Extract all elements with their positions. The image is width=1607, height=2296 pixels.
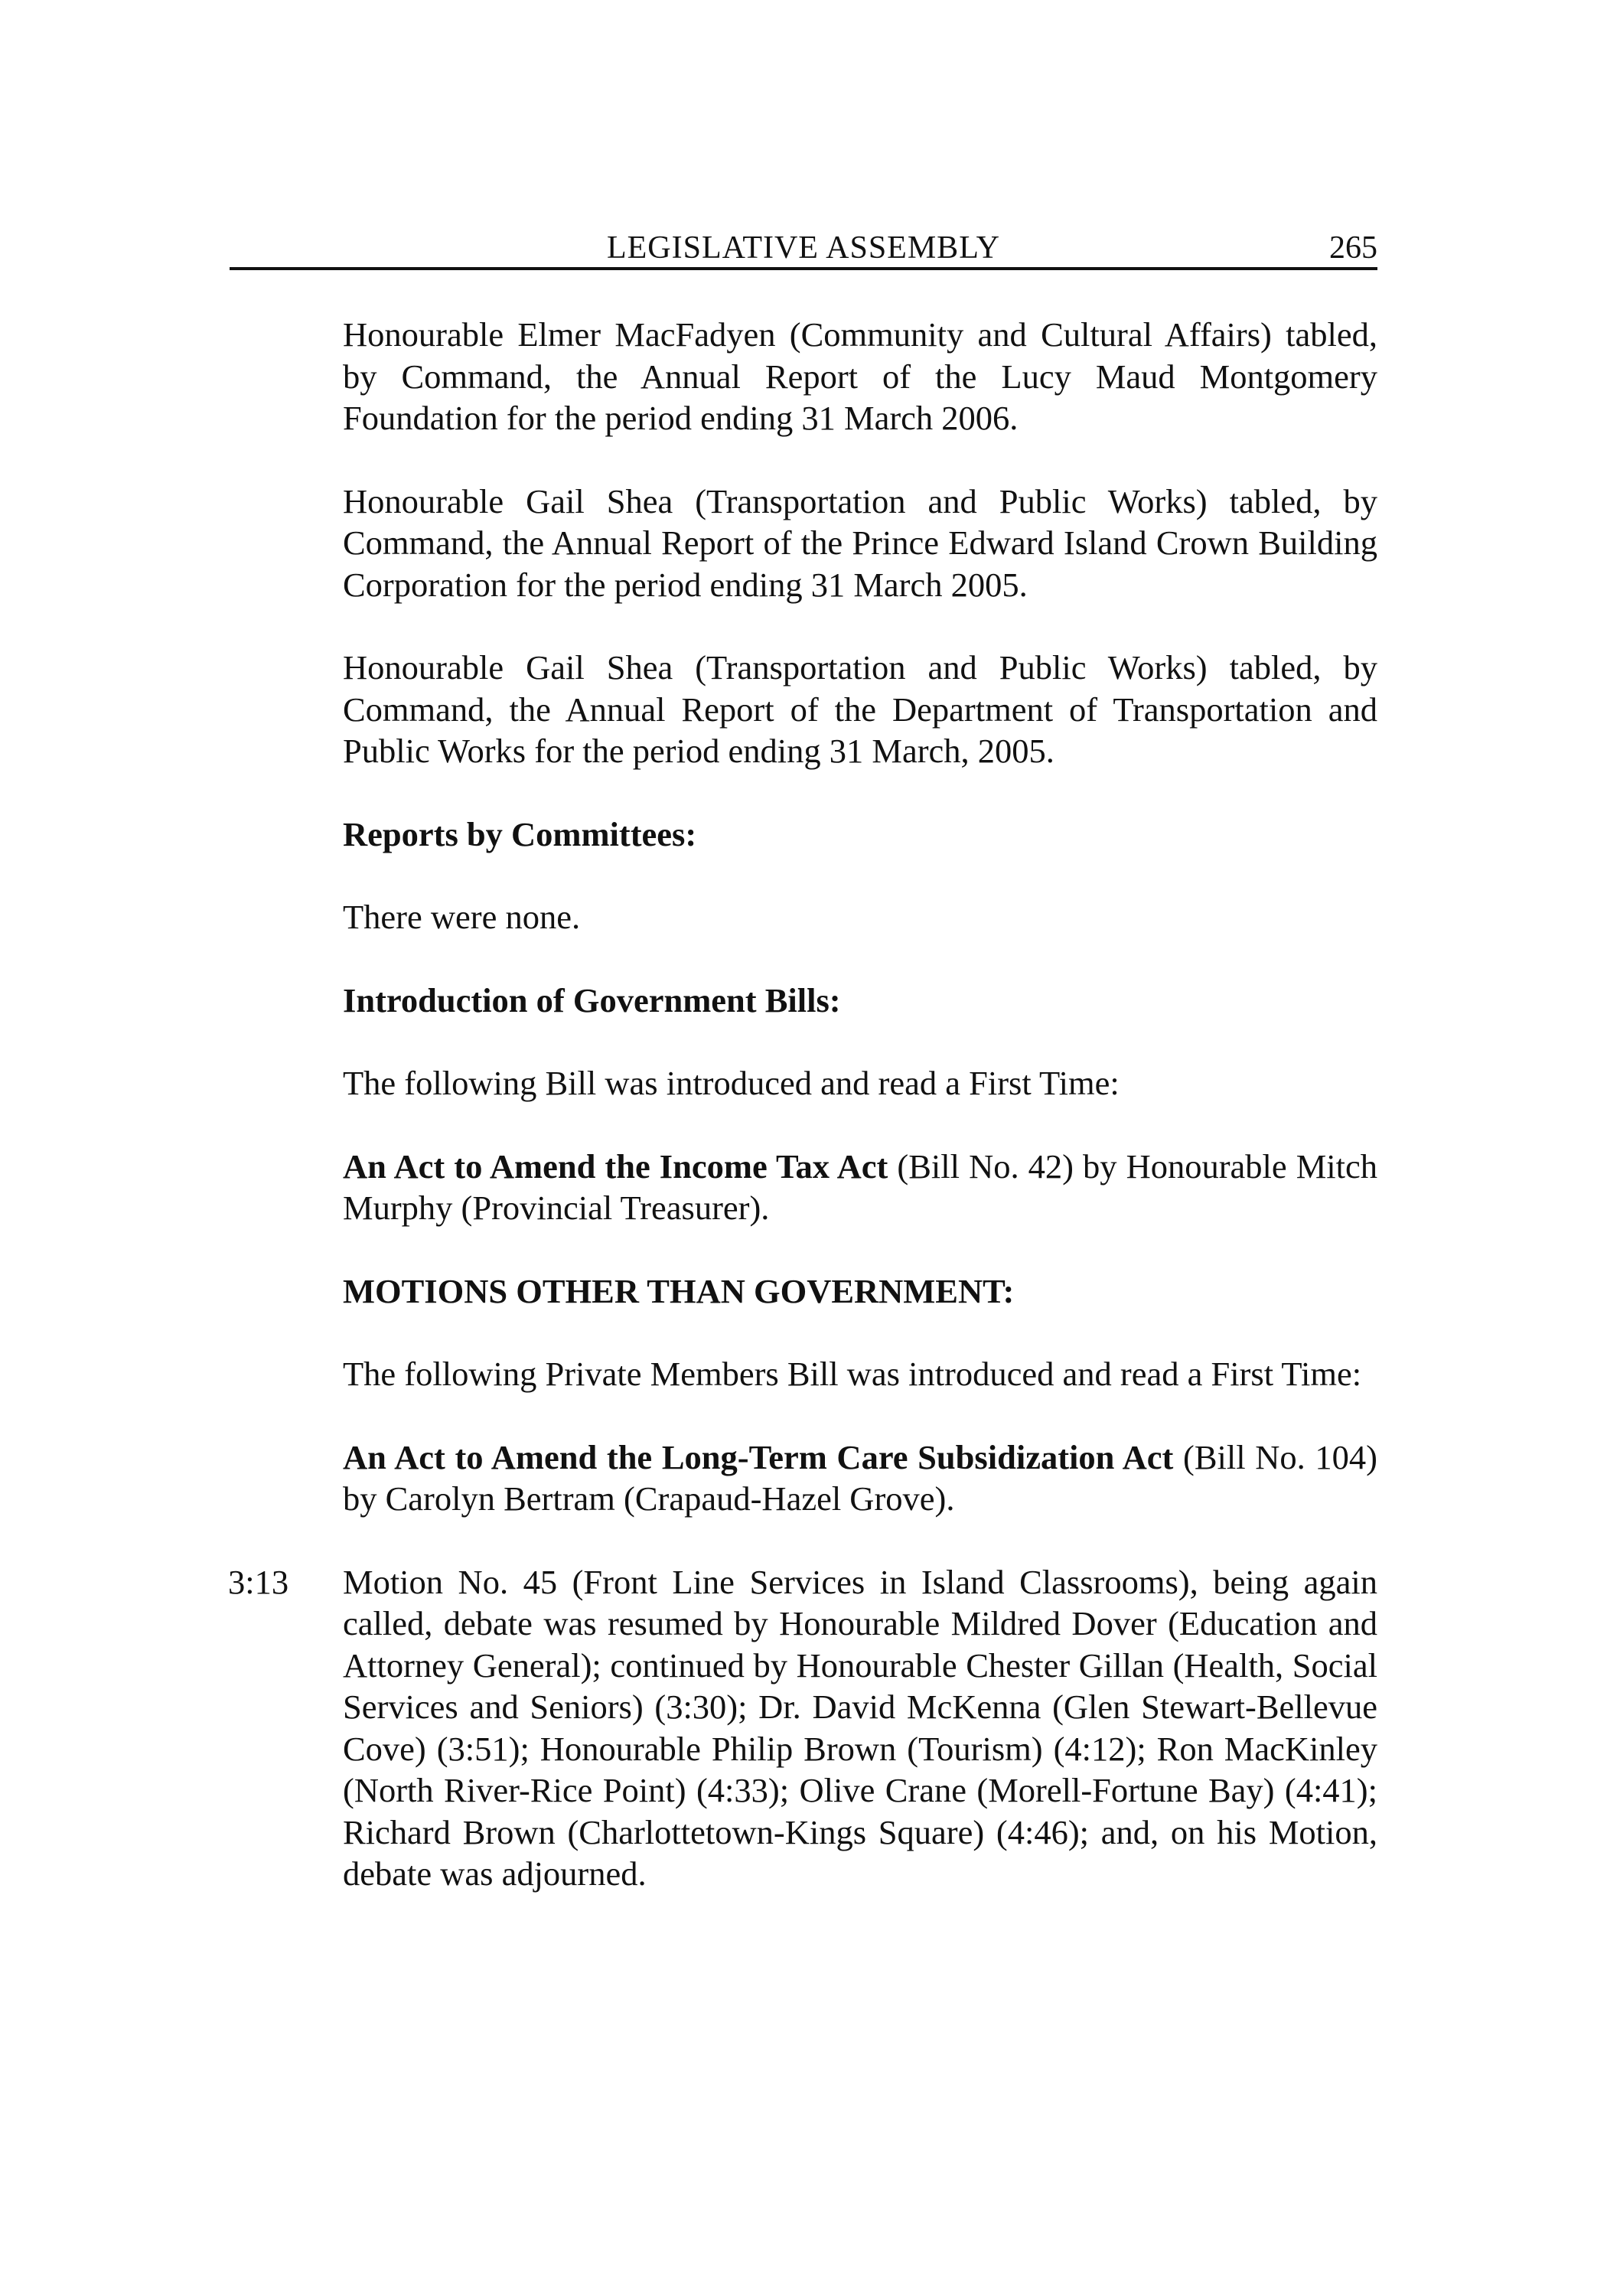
bill-42-details: (Bill No. 42) by Honourable Mitch Murphy (Provincial Treasurer).: [343, 1146, 1377, 1227]
heading-government-bills: Introduction of Government Bills:: [343, 980, 841, 1019]
header-rule: [230, 267, 1377, 270]
first-reading-intro: The following Bill was introduced and read a First Time:: [343, 1064, 1120, 1102]
page-number: 265: [1329, 230, 1377, 266]
heading-motions-other-than-government: MOTIONS OTHER THAN GOVERNMENT:: [343, 1271, 1015, 1310]
bill-42-entry: [343, 1146, 1377, 1229]
bill-42-title: An Act to Amend the Income Tax Act: [343, 1146, 888, 1186]
bill-104-title: An Act to Amend the Long-Term Care Subsidization Act: [343, 1437, 1174, 1476]
motion-time: 3:13: [228, 1562, 289, 1601]
tabled-report-shea-crown-building: Honourable Gail Shea (Transportation and Public Works) tabled, by Command, the Annual Report of the Prince Edward Island Crown Building Corporation for the period ending 31 March 2005.: [343, 481, 1377, 604]
page-header: [230, 227, 1377, 269]
bill-104-entry: [343, 1437, 1377, 1520]
bill-104-details: (Bill No. 104) by Carolyn Bertram (Crapaud-Hazel Grove).: [343, 1437, 1377, 1518]
heading-reports-by-committees: Reports by Committees:: [343, 814, 697, 853]
private-bill-intro: The following Private Members Bill was introduced and read a First Time:: [343, 1355, 1362, 1393]
no-reports-text: There were none.: [343, 898, 581, 936]
tabled-report-shea-transportation: Honourable Gail Shea (Transportation and Public Works) tabled, by Command, the Annual Report of the Department of Transportation and Public Works for the period ending 31 March, 2005.: [343, 648, 1377, 770]
tabled-report-macfadyen: Honourable Elmer MacFadyen (Community and Cultural Affairs) tabled, by Command, the Annual Report of the Lucy Maud Montgomery Foundation for the period ending 31 March 2006.: [343, 315, 1377, 437]
motion-45-text: Motion No. 45 (Front Line Services in Island Classrooms), being again called, debate was resumed by Honourable Mildred Dover (Education and Attorney General); continued by Honourable Chester Gillan (Health, Social Services and Seniors) (3:30); Dr. David McKenna (Glen Stewart-Bellevue Cove) (3:51); Honourable Philip Brown (Tourism) (4:12); Ron MacKinley (North River-Rice Point) (4:33); Olive Crane (Morell-Fortune Bay) (4:41); Richard Brown (Charlottetown-Kings Square) (4:46); and, on his Motion, debate was adjourned.: [343, 1562, 1377, 1893]
header-title: LEGISLATIVE ASSEMBLY: [607, 230, 1000, 266]
journal-content: [228, 314, 1377, 1895]
motion-45-entry: [228, 1561, 1377, 1895]
